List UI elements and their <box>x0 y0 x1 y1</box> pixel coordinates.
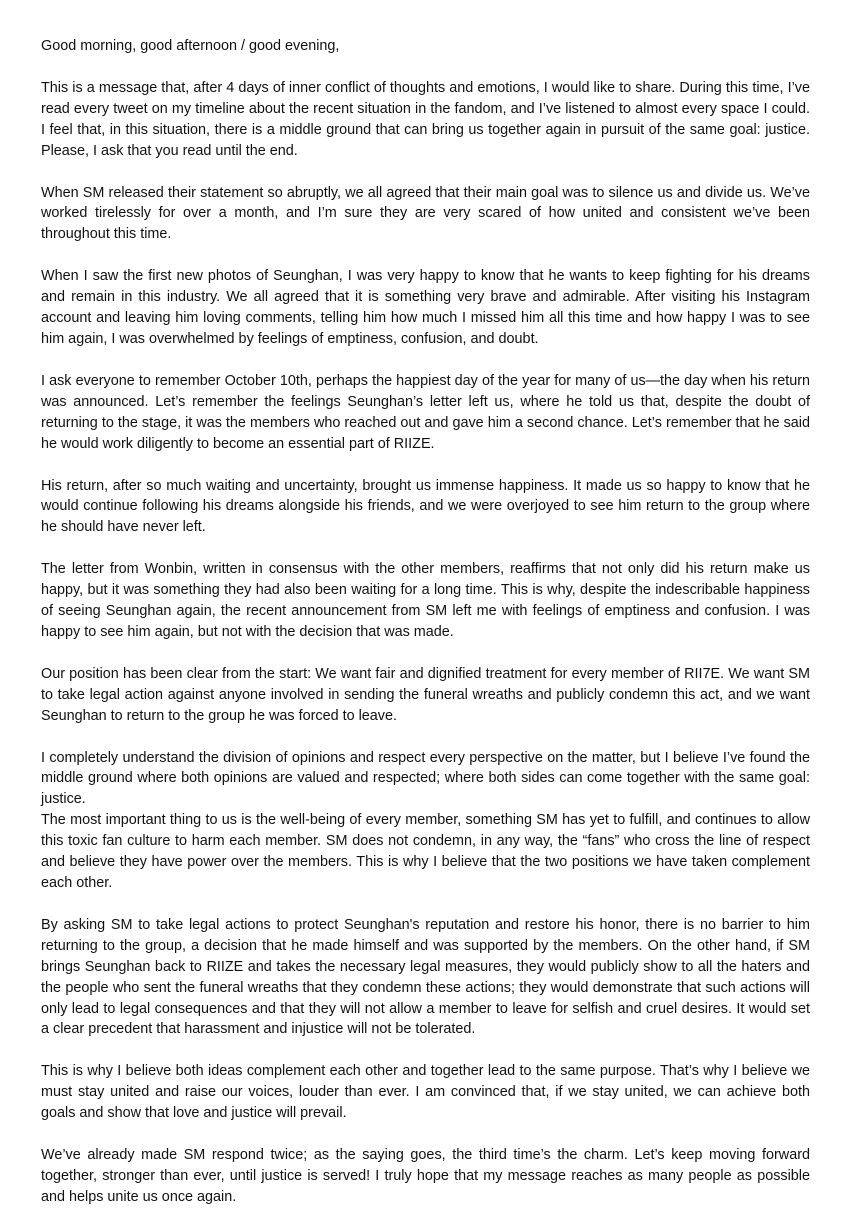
letter-paragraph-6: The letter from Wonbin, written in consensus with the other members, reaffirms that not only did his return make us happy, but it was something they had also been waiting for a long time. This is why, despite the indescribable happiness of seeing Seunghan again, the recent announcement from SM left me with feelings of emptiness and confusion. I was happy to see him again, but not with the decision that was made. <box>41 561 810 640</box>
letter-paragraph-5: His return, after so much waiting and uncertainty, brought us immense happiness. It made us so happy to know that he would continue following his dreams alongside his friends, and we were overjoyed to see him return to the group where he should have never left. <box>41 477 810 536</box>
letter-paragraph-2: When SM released their statement so abruptly, we all agreed that their main goal was to silence us and divide us. We’ve worked tirelessly for over a month, and I’m sure they are very scared of how united and consistent we’ve been throughout this time. <box>41 184 810 243</box>
letter-paragraph-10: By asking SM to take legal actions to protect Seunghan's reputation and restore his honor, there is no barrier to him returning to the group, a decision that he made himself and was supported by the members. On the other hand, if SM brings Seunghan back to RIIZE and takes the necessary legal measures, they would publicly show to all the haters and the people who sent the funeral wreaths that they condemn these actions; they would demonstrate that such actions will only lead to legal consequences and that they will not allow a member to leave for selfish and cruel desires. It would set a clear precedent that harassment and injustice will not be tolerated. <box>41 916 810 1038</box>
letter-paragraph-3: When I saw the first new photos of Seunghan, I was very happy to know that he wants to keep fighting for his dreams and remain in this industry. We all agreed that it is something very brave and admirable. After visiting his Instagram account and leaving him loving comments, telling him how much I missed him all this time and how happy I was to see him again, I was overwhelmed by feelings of emptiness, confusion, and doubt. <box>41 268 810 347</box>
letter-paragraph-1: This is a message that, after 4 days of inner conflict of thoughts and emotions, I would like to share. During this time, I’ve read every tweet on my timeline about the recent situation in the fandom, and I’ve listened to almost every space I could. I feel that, in this situation, there is a middle ground that can bring us together again in pursuit of the same goal: justice. Please, I ask that you read until the end. <box>41 79 810 159</box>
letter-paragraph-11: This is why I believe both ideas complement each other and together lead to the same purpose. That’s why I believe we must stay united and raise our voices, louder than ever. I am convinced that, if we stay united, we can achieve both goals and show that love and justice will prevail. <box>41 1063 810 1122</box>
letter-paragraph-4: I ask everyone to remember October 10th, perhaps the happiest day of the year for many of us—the day when his return was announced. Let’s remember the feelings Seunghan’s letter left us, where he told us that, despite the doubt of returning to the stage, it was the members who reached out and gave him a second chance. Let’s remember that he said he would work diligently to become an essential part of RIIZE. <box>41 372 810 452</box>
letter-paragraph-8: I completely understand the division of opinions and respect every perspective on the matter, but I believe I’ve found the middle ground where both opinions are valued and respected; where both sides can come together with the same goal: justice. <box>41 749 810 808</box>
letter-paragraph-9: The most important thing to us is the well-being of every member, something SM has yet to fulfill, and continues to allow this toxic fan culture to harm each member. SM does not condemn, in any way, the “fans” who cross the line of respect and believe they have power over the members. This is why I believe that the two positions we have taken complement each other. <box>41 812 810 891</box>
letter-paragraph-12: We’ve already made SM respond twice; as the saying goes, the third time’s the charm. Let’s keep moving forward together, stronger than ever, until justice is served! I truly hope that my message reaches as many people as possible and helps unite us once again. <box>41 1147 810 1205</box>
letter-paragraph-7: Our position has been clear from the start: We want fair and dignified treatment for every member of RII7E. We want SM to take legal action against anyone involved in sending the funeral wreaths and publicly condemn this act, and we want Seunghan to return to the group he was forced to leave. <box>41 665 810 724</box>
letter-greeting: Good morning, good afternoon / good evening, <box>41 38 340 54</box>
